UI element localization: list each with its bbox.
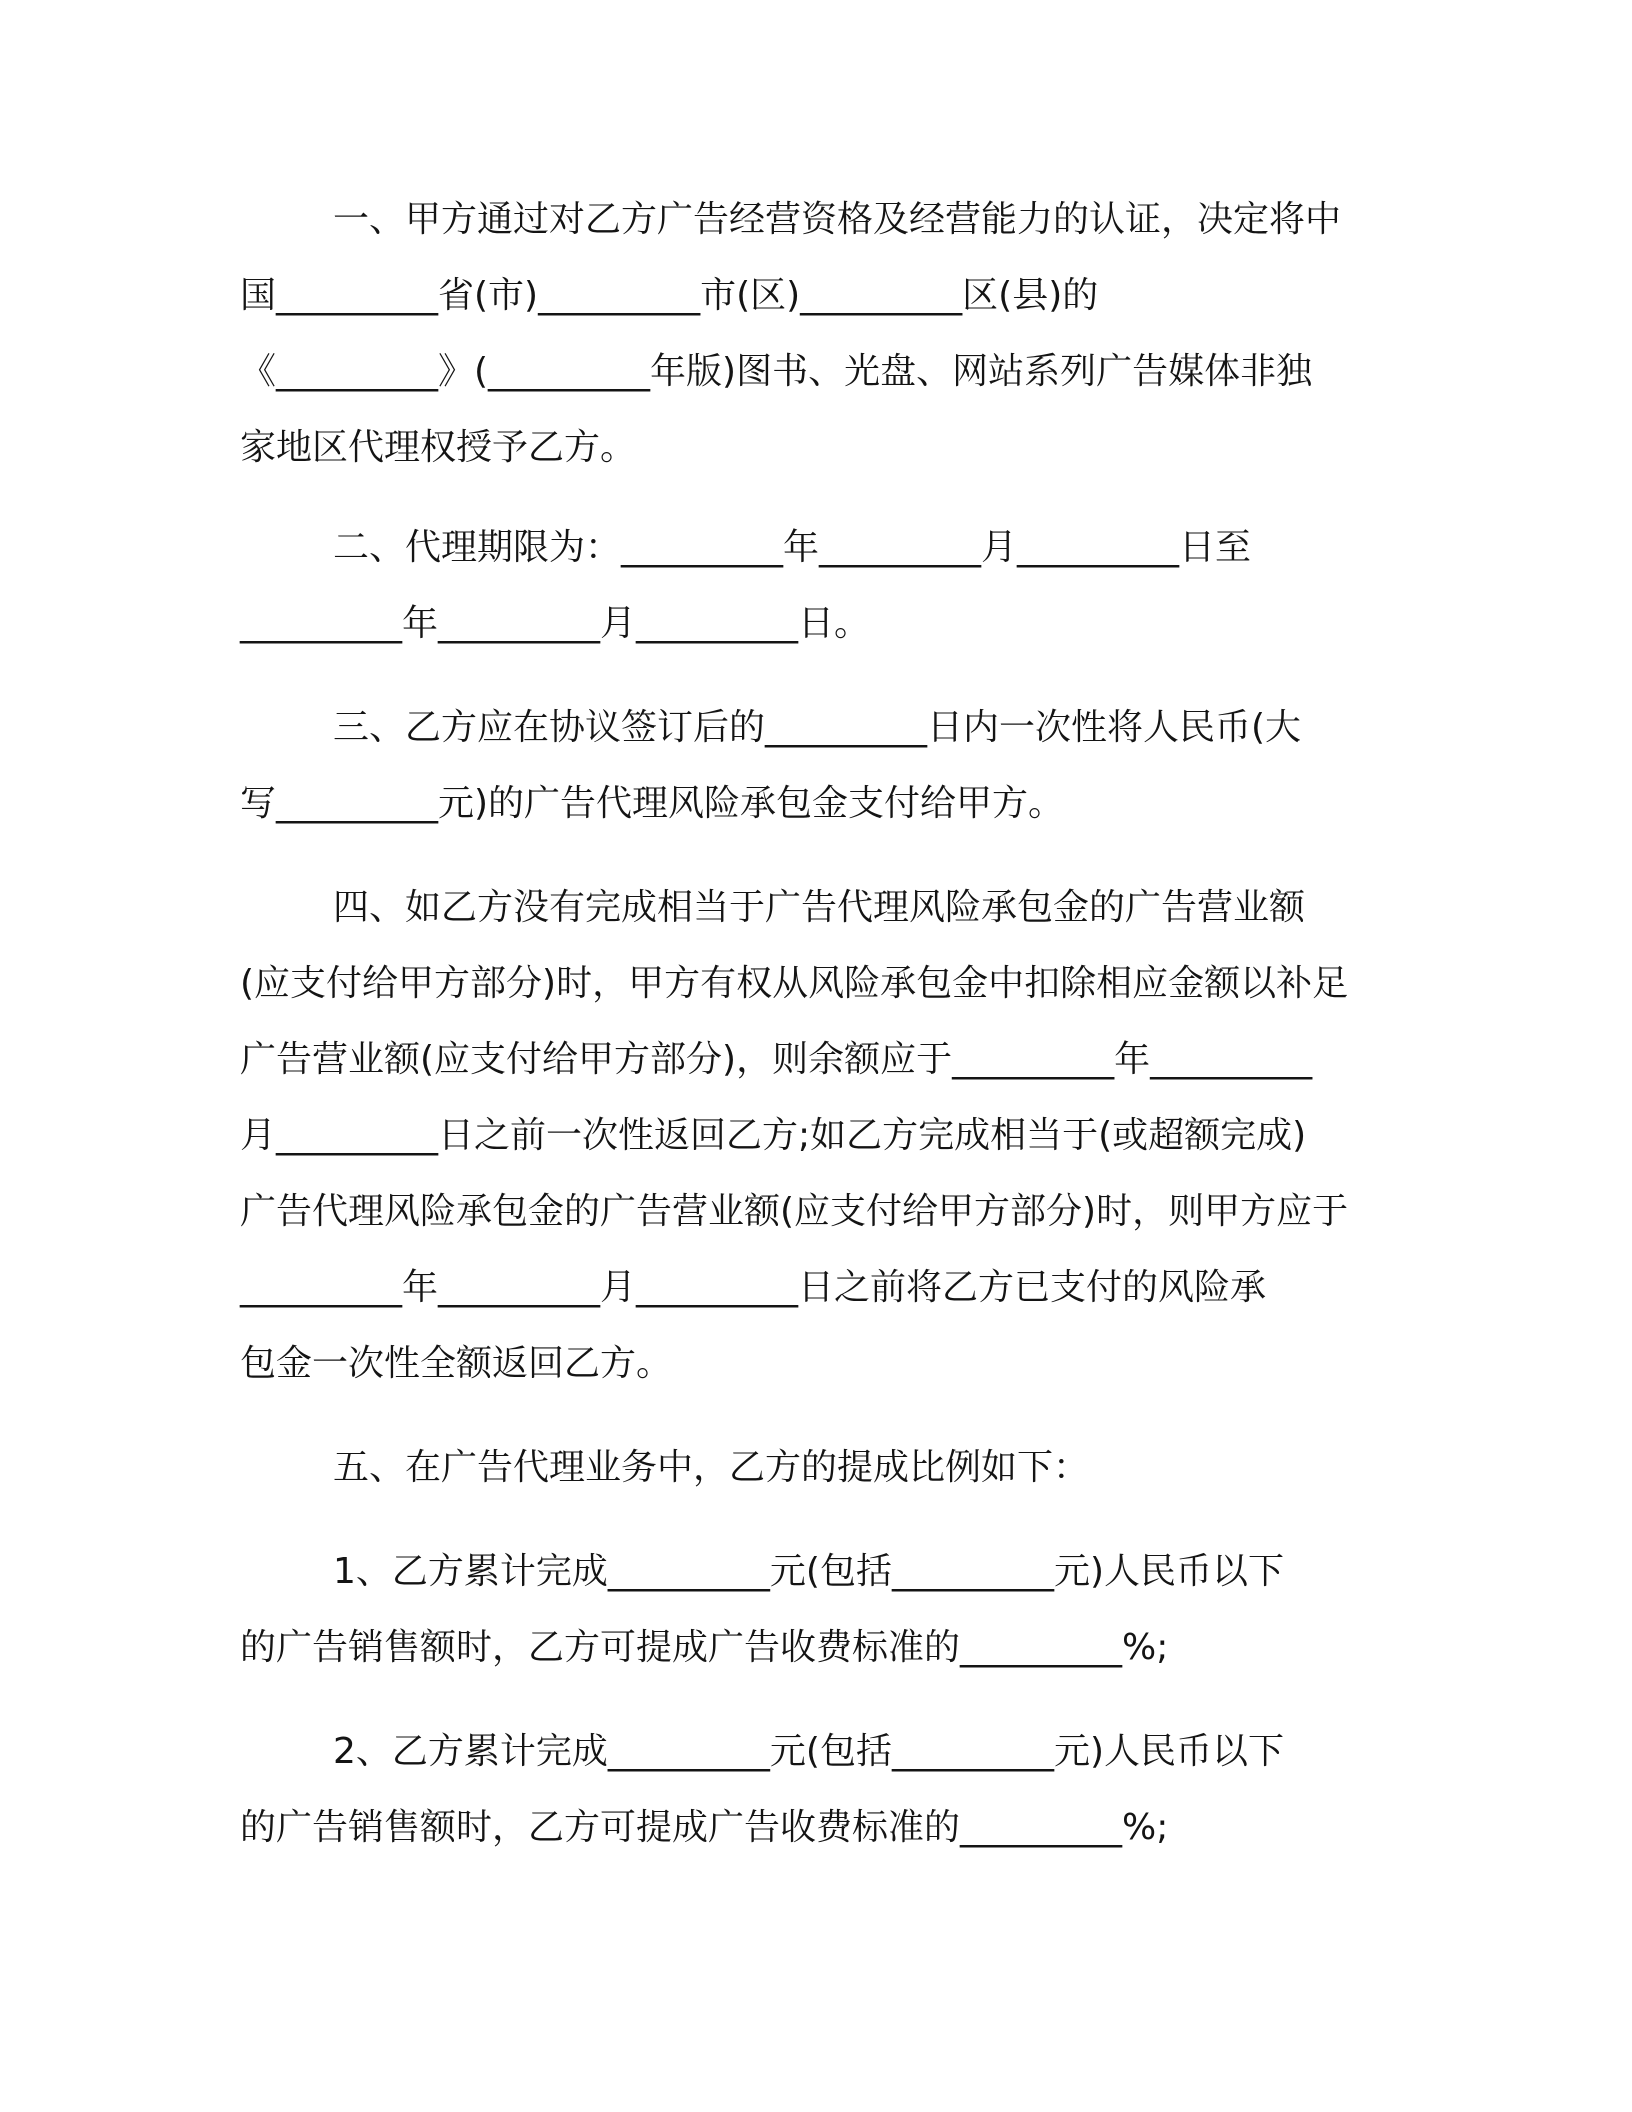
clause-5-item-2-line-1: 2、乙方累计完成_________元(包括_________元)人民币以下 [333, 1731, 1284, 1772]
clause-3-line-2: 写_________元)的广告代理风险承包金支付给甲方。 [240, 783, 1065, 824]
clause-3-line-1: 三、乙方应在协议签订后的_________日内一次性将人民币(大 [333, 707, 1302, 748]
clause-5-item-1-line-1: 1、乙方累计完成_________元(包括_________元)人民币以下 [333, 1551, 1284, 1592]
clause-4-line-2: (应支付给甲方部分)时，甲方有权从风险承包金中扣除相应金额以补足 [240, 963, 1349, 1004]
clause-1-line-4: 家地区代理权授予乙方。 [240, 427, 637, 468]
clause-2-line-1: 二、代理期限为：_________年_________月_________日至 [333, 527, 1252, 568]
clause-1-line-1: 一、甲方通过对乙方广告经营资格及经营能力的认证，决定将中 [333, 199, 1342, 240]
clause-4-line-6: _________年_________月_________日之前将乙方已支付的风险承 [240, 1267, 1267, 1308]
clause-4-line-7: 包金一次性全额返回乙方。 [240, 1343, 673, 1384]
clause-5-heading: 五、在广告代理业务中，乙方的提成比例如下： [333, 1447, 1090, 1488]
clause-2-line-2: _________年_________月_________日。 [240, 603, 870, 644]
clause-4-line-4: 月_________日之前一次性返回乙方;如乙方完成相当于(或超额完成) [240, 1115, 1307, 1156]
clause-1-line-2: 国_________省(市)_________市(区)_________区(县)的 [240, 275, 1099, 316]
clause-4-line-3: 广告营业额(应支付给甲方部分)，则余额应于_________年_________ [240, 1039, 1313, 1080]
clause-4-line-1: 四、如乙方没有完成相当于广告代理风险承包金的广告营业额 [333, 887, 1306, 928]
clause-5-item-1-line-2: 的广告销售额时，乙方可提成广告收费标准的_________%; [240, 1627, 1169, 1668]
clause-4-line-5: 广告代理风险承包金的广告营业额(应支付给甲方部分)时，则甲方应于 [240, 1191, 1349, 1232]
clause-5-item-2-line-2: 的广告销售额时，乙方可提成广告收费标准的_________%; [240, 1807, 1169, 1848]
clause-1-line-3: 《_________》(_________年版)图书、光盘、网站系列广告媒体非独 [240, 351, 1313, 392]
